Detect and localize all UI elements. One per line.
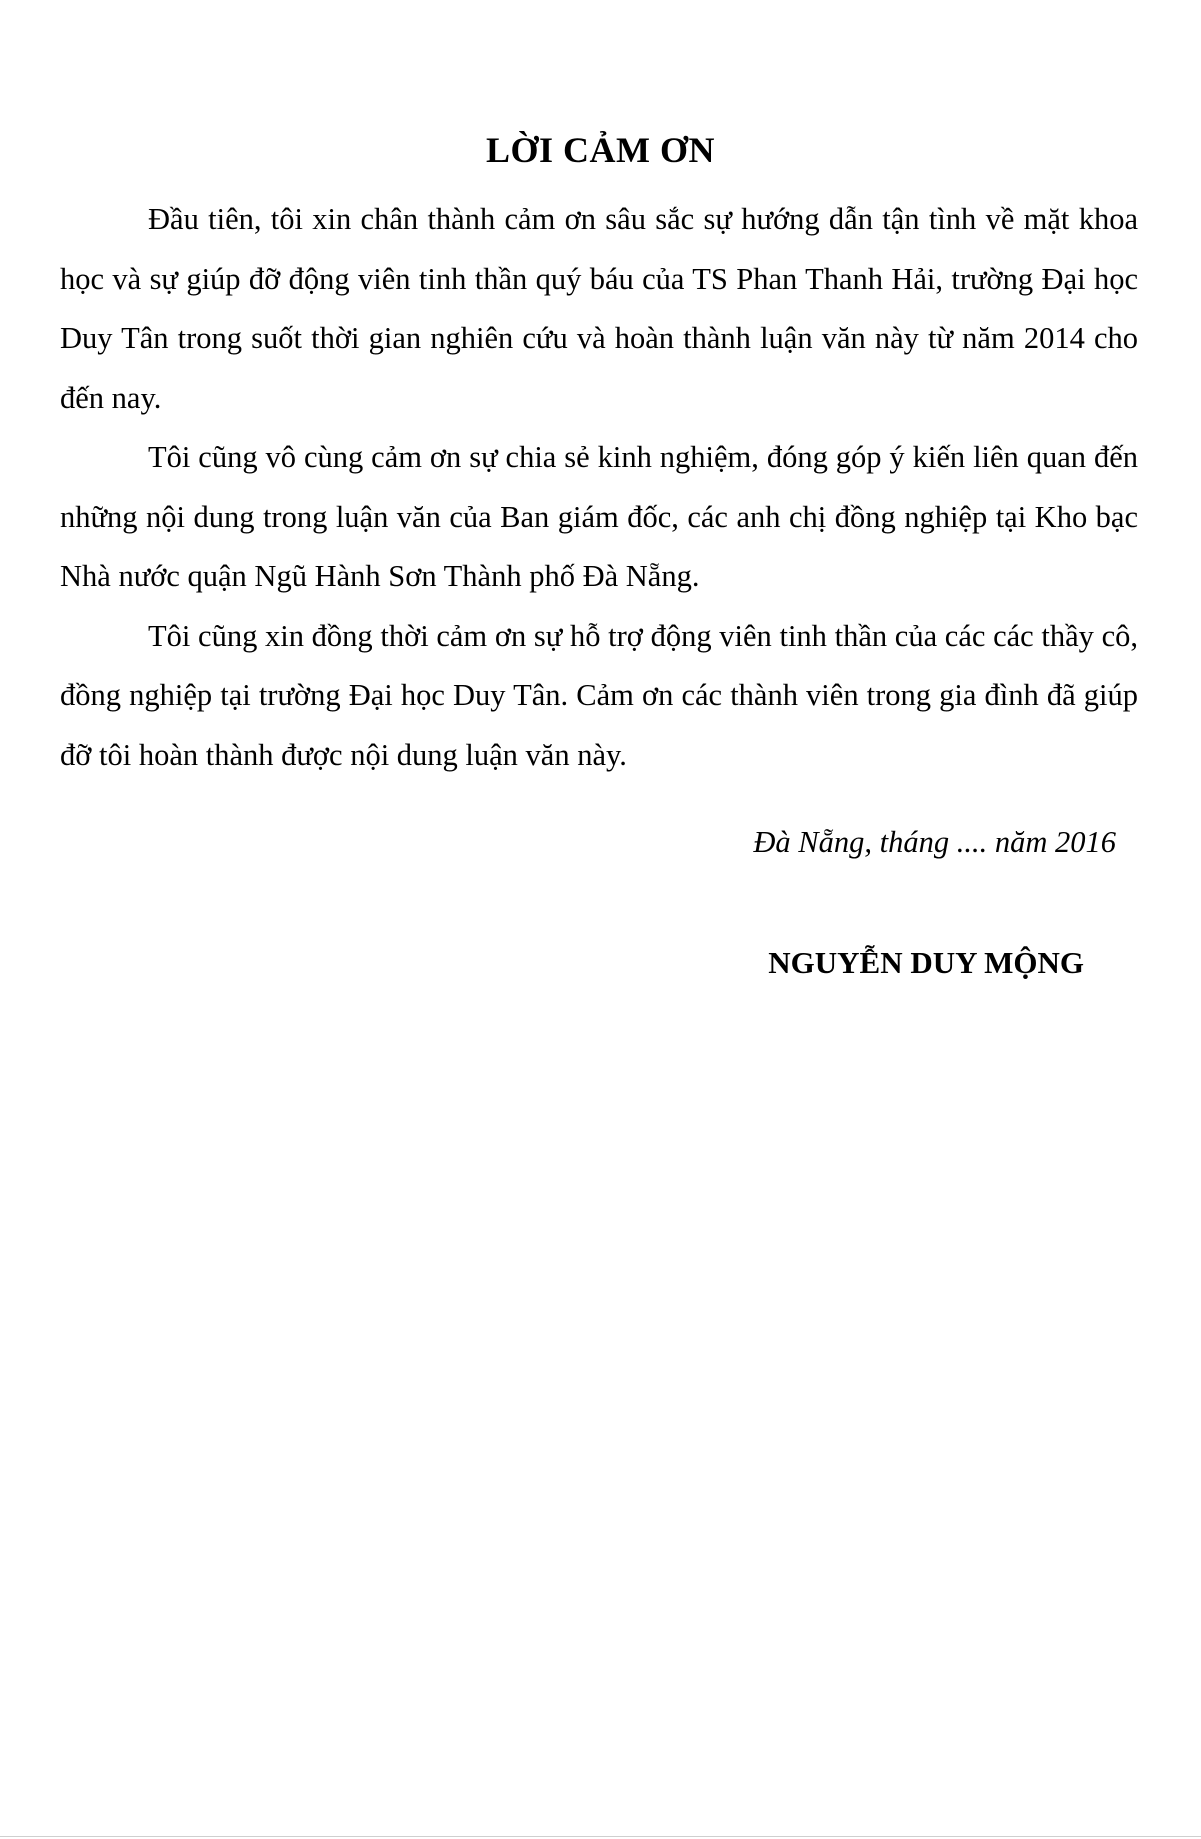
page-title: LỜI CẢM ƠN bbox=[486, 130, 715, 170]
acknowledgement-body bbox=[60, 190, 1138, 785]
page-bottom-divider bbox=[0, 1836, 1201, 1837]
place-date-line: Đà Nẵng, tháng .... năm 2016 bbox=[753, 825, 1116, 859]
paragraph-2: Tôi cũng vô cùng cảm ơn sự chia sẻ kinh nghiệm, đóng góp ý kiến liên quan đến những nội dung trong luận văn của Ban giám đốc, các anh chị đồng nghiệp tại Kho bạc Nhà nước quận Ngũ Hành Sơn Thành phố Đà Nẵng. bbox=[60, 440, 1138, 593]
paragraph-1: Đầu tiên, tôi xin chân thành cảm ơn sâu sắc sự hướng dẫn tận tình về mặt khoa học và sự giúp đỡ động viên tinh thần quý báu của TS Phan Thanh Hải, trường Đại học Duy Tân trong suốt thời gian nghiên cứu và hoàn thành luận văn này từ năm 2014 cho đến nay. bbox=[60, 202, 1138, 415]
author-name: NGUYỄN DUY MỘNG bbox=[768, 945, 1084, 980]
paragraph-3: Tôi cũng xin đồng thời cảm ơn sự hỗ trợ động viên tinh thần của các các thầy cô, đồng nghiệp tại trường Đại học Duy Tân. Cảm ơn các thành viên trong gia đình đã giúp đỡ tôi hoàn thành được nội dung luận văn này. bbox=[60, 618, 1138, 772]
